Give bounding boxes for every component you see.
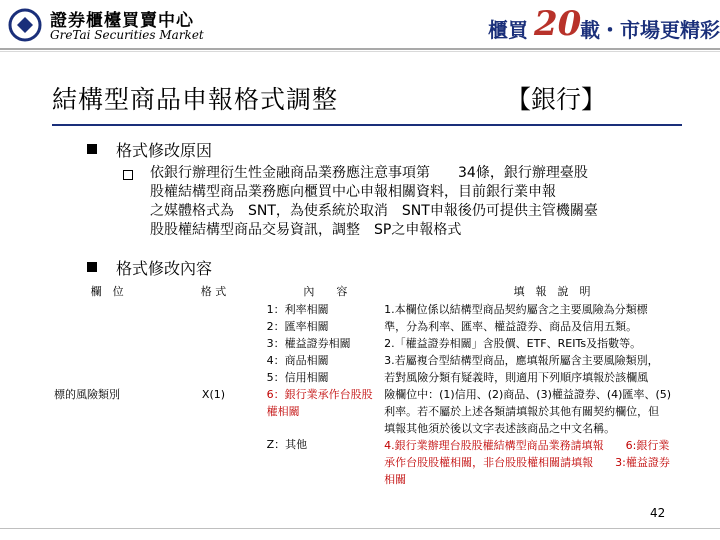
cell-notes [384,301,720,488]
note-line: 若對風險分類有疑義時，則適用下列順序填報於該欄風 [384,371,649,384]
note-line: 利率。若不屬於上述各類請填報於其他有關契約欄位，但 [384,405,660,418]
content-line: 3：權益證券相關 [266,337,351,350]
square-bullet-icon [87,262,97,272]
header-divider-thin [0,51,720,52]
header-notes: 填 報 說 明 [513,285,591,298]
page-title: 結構型商品申報格式調整 [52,85,339,114]
table-row [54,301,720,488]
reason-line: 股權結構型商品業務應向櫃買中心申報相關資料，目前銀行業申報 [150,184,556,200]
note-line-highlight: 承作台股股權相關，非台股股權相關請填報 3:權益證券 [384,456,670,469]
spacer [267,420,384,436]
page-title-bank: 【銀行】 [506,85,607,114]
checkbox-bullet-icon [123,170,133,180]
note-line: 1.本欄位係以結構型商品契約屬含之主要風險為分類標 [384,303,648,316]
logo-english-name: GreTai Securities Market [50,28,204,42]
reason-paragraph [150,164,690,240]
reason-line: 依銀行辦理衍生性金融商品業務應注意事項第 34條，銀行辦理臺股 [150,165,588,181]
content-line-highlight: 權相關 [266,405,300,418]
gretai-emblem-icon [8,8,42,42]
square-bullet-icon [87,144,97,154]
anniversary-logo-number: 20 [534,4,582,44]
note-line: 3.若屬複合型結構型商品，應填報所屬含主要風險類別， [384,354,659,367]
note-line-highlight: 相關 [384,473,407,486]
note-line: 2.「權益證券相關」含股價、ETF、REITs及指數等。 [384,337,642,350]
anniversary-logo [488,4,720,48]
note-line: 險欄位中：(1)信用、(2)商品、(3)權益證券、(4)匯率、(5) [384,388,672,401]
table-header-row [54,283,720,301]
header-content: 內 容 [303,285,348,298]
note-line: 準，分為利率、匯率、權益證券、商品及信用五類。 [384,320,638,333]
note-line-highlight: 4.銀行業辦理台股股權結構型商品業務請填報 6:銀行業 [384,439,670,452]
content-line-highlight: 6：銀行業承作台股股 [266,388,373,401]
header-field: 欄 位 [90,285,124,298]
reason-line: 之媒體格式為 SNT，為使系統於取消 SNT申報後仍可提供主管機關臺 [150,203,598,219]
header-divider [0,48,720,50]
page-number: 42 [650,506,666,520]
reason-line: 股股權結構型商品交易資訊，調整 SP之申報格式 [150,222,462,238]
title-underline [52,124,682,126]
anniversary-logo-part1: 櫃買 [488,18,528,42]
format-table [54,283,720,488]
section-heading-reason: 格式修改原因 [116,141,213,160]
cell-content [267,301,384,488]
gretai-logo [4,4,204,48]
cell-format: X(1) [201,388,226,401]
section-heading-content: 格式修改內容 [116,259,213,278]
cell-field: 標的風險類別 [54,388,120,401]
logo-chinese-name: 證券櫃檯買賣中心 [50,11,194,31]
content-line: 5：信用相關 [266,371,329,384]
content-line: 1：利率相關 [266,303,329,316]
content-line: 2：匯率相關 [266,320,329,333]
content-line-other: Z：其他 [266,438,308,451]
note-line: 填報其他須於後以文字表述該商品之中文名稱。 [384,422,616,435]
anniversary-logo-part2: 載・市場更精彩 [580,18,720,42]
footer-divider [0,528,720,529]
header-format: 格 式 [200,285,227,298]
content-line: 4：商品相關 [266,354,329,367]
